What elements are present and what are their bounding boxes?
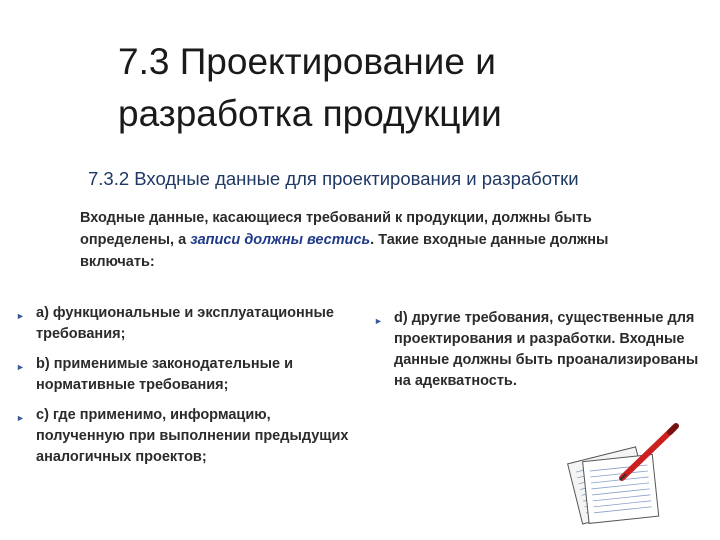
slide-subtitle: 7.3.2 Входные данные для проектирования и разработки xyxy=(88,168,579,189)
bullet-arrow-icon: ► xyxy=(16,311,25,321)
intro-paragraph xyxy=(80,207,680,273)
slide-title xyxy=(118,36,638,140)
documents-with-pen-icon xyxy=(560,422,690,534)
bullet-arrow-icon: ► xyxy=(16,413,25,423)
intro-highlight: записи должны вестись xyxy=(190,232,371,248)
intro-text-part-2: . Такие входные данные должны включать: xyxy=(80,232,609,270)
bullet-text: b) применимые законодательные и нормативные требования; xyxy=(36,356,294,393)
bullet-item-b xyxy=(12,354,352,396)
bullet-item-c xyxy=(12,405,352,468)
intro-text-part-1: Входные данные, касающиеся требований к продукции, должны быть определены, а xyxy=(80,210,592,248)
slide-title-line-1: 7.3 Проектирование и xyxy=(118,41,496,82)
bullet-list-left xyxy=(12,303,352,477)
bullet-arrow-icon: ► xyxy=(374,316,383,326)
bullet-text: d) другие требования, существенные для проектирования и разработки. Входные данные должны быть проанализированы на адекватность. xyxy=(394,310,699,389)
bullet-list-right xyxy=(370,308,710,401)
slide-title-line-2: разработка продукции xyxy=(118,93,502,134)
bullet-arrow-icon: ► xyxy=(16,362,25,372)
bullet-text: a) функциональные и эксплуатационные требования; xyxy=(36,305,334,342)
bullet-item-d xyxy=(370,308,710,392)
bullet-item-a xyxy=(12,303,352,345)
bullet-text: c) где применимо, информацию, полученную при выполнении предыдущих аналогичных проектов; xyxy=(36,407,349,465)
